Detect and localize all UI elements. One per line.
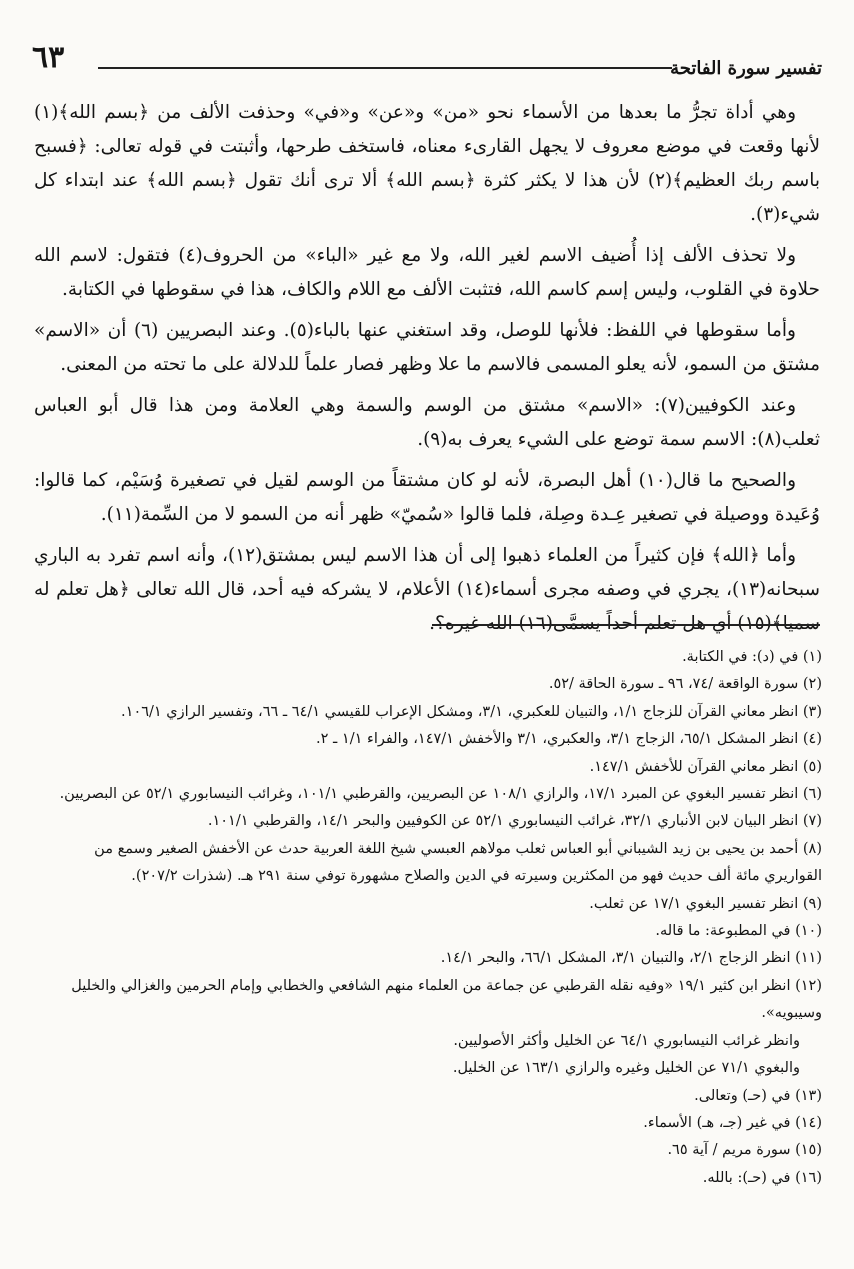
page-header xyxy=(32,40,822,84)
footnote-item: (٧) انظر البيان لابن الأنباري ٣٢/١، غرائب النيسابوري ٥٢/١ عن الكوفيين والبحر ١٤/١، والقرطبي ١٠١/١. xyxy=(207,813,822,830)
body-paragraph: وأما ﴿الله﴾ فإن كثيراً من العلماء ذهبوا إلى أن هذا الاسم ليس بمشتق(١٢)، وأنه اسم تفرد به الباري سبحانه(١٣)، يجري في وصفه مجرى أسماء(١٤) الأعلام، لا يشركه فيه أحد، قال الله تعالى ﴿هل تعلم له سميا﴾(١٥) أي هل تعلم أحداً يسمَّى(١٦) الله غيره؟. xyxy=(34,545,820,634)
footnote-item: (١٦) في (حـ): بالله. xyxy=(702,1169,822,1186)
page-number: ٦٣ xyxy=(32,40,65,75)
footnote-item: (١) في (د): في الكتابة. xyxy=(682,649,822,665)
running-title: تفسير سورة الفاتحة xyxy=(670,58,822,79)
footnote-item: (١٤) في غير (جـ، هـ) الأسماء. xyxy=(643,1114,822,1131)
footnote-item: (١٣) في (حـ) وتعالى. xyxy=(694,1087,822,1104)
footnote-item: (١١) انظر الزجاج ٢/١، والتبيان ٣/١، المشكل ٦٦/١، والبحر ١٤/١. xyxy=(440,950,822,967)
header-rule xyxy=(98,67,672,69)
main-text xyxy=(34,96,820,648)
body-paragraph: وأما سقوطها في اللفظ: فلأنها للوصل، وقد استغني عنها بالباء(٥). وعند البصريين (٦) أن «الاسم» مشتق من السمو، لأنه يعلو المسمى فالاسم ما علا وظهر فصار علماً للدلالة على ما تحته من المعنى. xyxy=(34,320,820,375)
body-paragraph: وعند الكوفيين(٧): «الاسم» مشتق من الوسم والسمة وهي العلامة ومن هذا قال أبو العباس ثعلب(٨): الاسم سمة توضع على الشيء يعرف به(٩). xyxy=(34,395,820,450)
footnote-item: (٥) انظر معاني القرآن للأخفش ١٤٧/١. xyxy=(589,758,822,775)
body-paragraph: وهي أداة تجرُّ ما بعدها من الأسماء نحو «من» و«عن» و«في» وحذفت الألف من ﴿بسم الله﴾(١) لأنها وقعت في موضع معروف لا يجهل القارىء معناه، فاستخف طرحها، وأثبتت في قوله تعالى: ﴿فسبح باسم ربك العظيم﴾(٢) لأن هذا لا يكثر كثرة ﴿بسم الله﴾ ألا ترى أنك تقول ﴿بسم الله﴾ عند ابتداء كل شيء(٣). xyxy=(34,102,820,225)
footnote-item: وانظر غرائب النيسابوري ٦٤/١ عن الخليل وأكثر الأصوليين. xyxy=(453,1032,800,1049)
footnote-item: (٩) انظر تفسير البغوي ١٧/١ عن ثعلب. xyxy=(589,895,822,912)
footnote-item: (٢) سورة الواقعة /٧٤، ٩٦ ـ سورة الحاقة /٥٢. xyxy=(548,676,822,693)
footnotes-section xyxy=(34,644,822,1192)
footnote-item: (٨) أحمد بن يحيى بن زيد الشيباني أبو العباس ثعلب مولاهم العبسي شيخ اللغة العربية حدث عن الأخفش الصغير وسمع من القواريري مائة ألف حديث فهو من المكثرين وسيرته في الدين والصلاح مشهورة توفي سنة ٢٩١ هـ. (شذرات ٢٠٧/٢). xyxy=(94,840,822,885)
footnote-item: (١٠) في المطبوعة: ما قاله. xyxy=(655,923,822,940)
footnote-separator xyxy=(432,624,820,626)
footnote-item: (٦) انظر تفسير البغوي عن المبرد ١٧/١، والرازي ١٠٨/١ عن البصريين، والقرطبي ١٠١/١، وغرائب النيسابوري ٥٢/١ عن البصريين. xyxy=(59,786,822,803)
footnote-item: (٤) انظر المشكل ٦٥/١، الزجاج ٣/١، والعكبري، ٣/١ والأخفش ١٤٧/١، والفراء ١/١ ـ ٢. xyxy=(316,731,822,748)
footnote-item: والبغوي ٧١/١ عن الخليل وغيره والرازي ١٦٣/١ عن الخليل. xyxy=(452,1060,800,1077)
footnote-item: (١٢) انظر ابن كثير ١٩/١ «وفيه نقله القرطبي عن جماعة من العلماء منهم الشافعي والخطابي وإمام الحرمين والغزالي والخليل وسيبويه». xyxy=(71,977,822,1022)
body-paragraph: ولا تحذف الألف إذا أُضيف الاسم لغير الله، ولا مع غير «الباء» من الحروف(٤) فتقول: لاسم الله حلاوة في القلوب، وليس إسم كاسم الله، فتثبت الألف مع اللام والكاف، هذا في سقوطها في الكتابة. xyxy=(34,245,820,300)
footnote-item: (٣) انظر معاني القرآن للزجاج ١/١، والتبيان للعكبري، ٣/١، ومشكل الإعراب للقيسي ٦٤/١ ـ ٦٦، وتفسير الرازي ١٠٦/١. xyxy=(121,703,822,720)
body-paragraph: والصحيح ما قال(١٠) أهل البصرة، لأنه لو كان مشتقاً من الوسم لقيل في تصغيرة وُسَيْم، كما قالوا: وُعَيدة ووصيلة في تصغير عِـدة وصِلة، فلما قالوا «سُميّ» ظهر أنه من السمو لا من السِّمة(١١). xyxy=(34,470,820,525)
footnote-item: (١٥) سورة مريم / آية ٦٥. xyxy=(667,1142,822,1159)
